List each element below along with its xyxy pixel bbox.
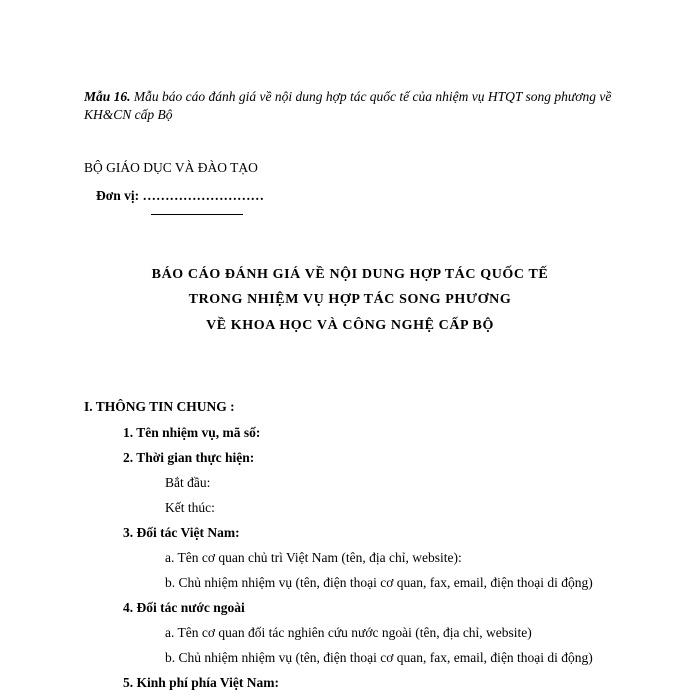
form-caption <box>84 88 624 124</box>
form-description: Mẫu báo cáo đánh giá về nội dung hợp tác quốc tế của nhiệm vụ HTQT song phương về KH&CN cấp Bộ <box>84 89 612 122</box>
item-foreign-task-leader: b. Chủ nhiệm nhiệm vụ (tên, điện thoại cơ quan, fax, email, điện thoại di động) <box>165 650 593 665</box>
item-foreign-partner: 4. Đối tác nước ngoài <box>123 600 245 615</box>
start-date-label: Bắt đầu: <box>165 475 211 490</box>
unit-underline <box>151 214 243 215</box>
report-title-line-3: VỀ KHOA HỌC VÀ CÔNG NGHỆ CẤP BỘ <box>206 318 494 333</box>
item-vietnam-partner: 3. Đối tác Việt Nam: <box>123 525 240 540</box>
report-title-line-2: TRONG NHIỆM VỤ HỢP TÁC SONG PHƯƠNG <box>188 292 512 307</box>
item-vietnam-task-leader: b. Chủ nhiệm nhiệm vụ (tên, điện thoại cơ quan, fax, email, điện thoại di động) <box>165 575 593 590</box>
end-date-label: Kết thúc: <box>165 500 215 515</box>
section-heading: I. THÔNG TIN CHUNG : <box>84 399 235 414</box>
item-vietnam-host-agency: a. Tên cơ quan chủ trì Việt Nam (tên, địa chỉ, website): <box>165 550 462 565</box>
form-label: Mẫu 16. <box>84 89 131 104</box>
unit-field: Đơn vị: ……………………… <box>96 188 264 203</box>
item-task-name: 1. Tên nhiệm vụ, mã số: <box>123 425 261 440</box>
item-duration: 2. Thời gian thực hiện: <box>123 450 255 465</box>
item-vietnam-funding: 5. Kinh phí phía Việt Nam: <box>123 675 280 690</box>
item-foreign-agency: a. Tên cơ quan đối tác nghiên cứu nước ngoài (tên, địa chỉ, website) <box>165 625 532 640</box>
ministry-name: BỘ GIÁO DỤC VÀ ĐÀO TẠO <box>84 160 258 175</box>
report-title-line-1: BÁO CÁO ĐÁNH GIÁ VỀ NỘI DUNG HỢP TÁC QUỐC TẾ <box>151 267 549 282</box>
